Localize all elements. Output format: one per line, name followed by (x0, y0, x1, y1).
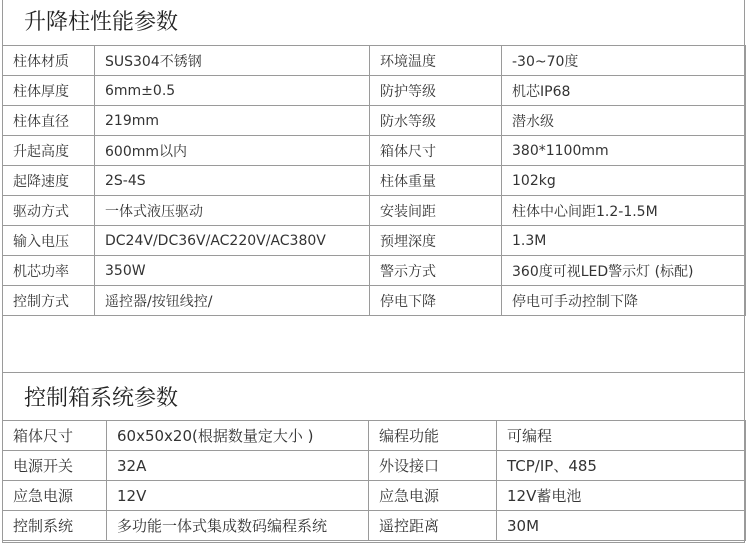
spec-value: 219mm (95, 106, 370, 136)
spec-label: 应急电源 (3, 481, 107, 511)
spec-label: 防水等级 (370, 106, 502, 136)
spec-label: 柱体直径 (3, 106, 95, 136)
table-row (3, 196, 746, 226)
spec-value: 停电可手动控制下降 (502, 286, 746, 316)
spec-value: 32A (107, 451, 369, 481)
spec-label: 升起高度 (3, 136, 95, 166)
table-row (3, 481, 746, 511)
table-row (3, 286, 746, 316)
spec-label: 预埋深度 (370, 226, 502, 256)
spec-value: 柱体中心间距1.2-1.5M (502, 196, 746, 226)
spec-label: 箱体尺寸 (3, 421, 107, 451)
table-row (3, 256, 746, 286)
spec-value: 102kg (502, 166, 746, 196)
spec-value: 350W (95, 256, 370, 286)
spec-value: 潜水级 (502, 106, 746, 136)
spec-value: 30M (497, 511, 746, 541)
table-row (3, 421, 746, 451)
spec-value: TCP/IP、485 (497, 451, 746, 481)
spec-label: 警示方式 (370, 256, 502, 286)
spec-label: 遥控距离 (369, 511, 497, 541)
table-row (3, 76, 746, 106)
spec-label: 机芯功率 (3, 256, 95, 286)
table-row (3, 166, 746, 196)
spec-value: 可编程 (497, 421, 746, 451)
performance-table (2, 45, 746, 316)
spec-value: -30~70度 (502, 46, 746, 76)
spec-label: 驱动方式 (3, 196, 95, 226)
spec-label: 应急电源 (369, 481, 497, 511)
table-row (3, 136, 746, 166)
spec-value: 多功能一体式集成数码编程系统 (107, 511, 369, 541)
spec-label: 编程功能 (369, 421, 497, 451)
spec-value: 6mm±0.5 (95, 76, 370, 106)
spec-label: 柱体厚度 (3, 76, 95, 106)
spec-label: 环境温度 (370, 46, 502, 76)
spec-label: 箱体尺寸 (370, 136, 502, 166)
table-row (3, 511, 746, 541)
table-row (3, 226, 746, 256)
section-gap (2, 337, 745, 372)
spec-value: 2S-4S (95, 166, 370, 196)
spec-value: 12V (107, 481, 369, 511)
spec-value: SUS304不锈钢 (95, 46, 370, 76)
spec-label: 防护等级 (370, 76, 502, 106)
section-title-performance: 升降柱性能参数 (24, 10, 179, 35)
spec-value: 12V蓄电池 (497, 481, 746, 511)
spec-value: 机芯IP68 (502, 76, 746, 106)
spec-label: 输入电压 (3, 226, 95, 256)
spec-label: 停电下降 (370, 286, 502, 316)
section-title-control-box: 控制箱系统参数 (2, 372, 745, 420)
spec-label: 电源开关 (3, 451, 107, 481)
spec-label: 安装间距 (370, 196, 502, 226)
control-box-table (2, 420, 746, 541)
spec-value: 360度可视LED警示灯 (标配) (502, 256, 746, 286)
spec-value: 遥控器/按钮线控/ (95, 286, 370, 316)
spec-value: DC24V/DC36V/AC220V/AC380V (95, 226, 370, 256)
table-row (3, 46, 746, 76)
spec-value: 600mm以内 (95, 136, 370, 166)
spec-value: 一体式液压驱动 (95, 196, 370, 226)
spec-label: 控制方式 (3, 286, 95, 316)
spec-label: 起降速度 (3, 166, 95, 196)
spec-label: 柱体材质 (3, 46, 95, 76)
spec-value: 60x50x20(根据数量定大小 ) (107, 421, 369, 451)
spec-label: 控制系统 (3, 511, 107, 541)
spec-value: 1.3M (502, 226, 746, 256)
table-row (3, 106, 746, 136)
table-row (3, 451, 746, 481)
spec-label: 外设接口 (369, 451, 497, 481)
spec-value: 380*1100mm (502, 136, 746, 166)
spec-label: 柱体重量 (370, 166, 502, 196)
